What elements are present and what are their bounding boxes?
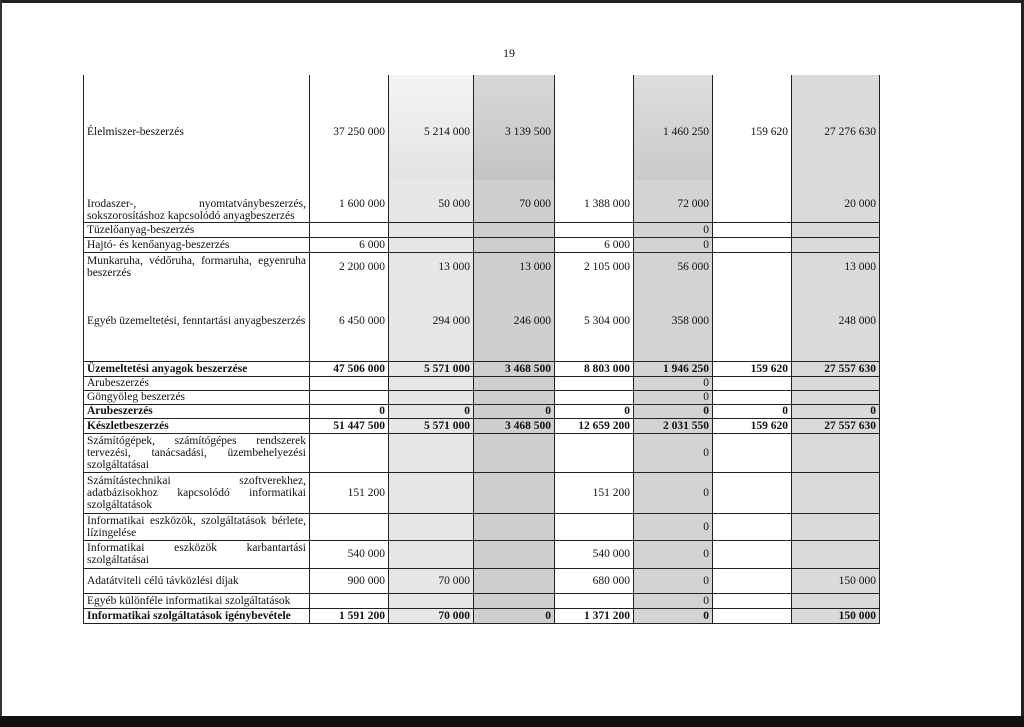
cell-col-3: 246 000: [474, 281, 555, 361]
cell-col-5: 1 946 250: [634, 361, 713, 376]
cell-col-2: 13 000: [389, 252, 474, 281]
cell-col-5: 0: [634, 568, 713, 593]
cell-col-6: [713, 608, 792, 623]
table-row: [84, 75, 880, 180]
cell-col-7: 150 000: [792, 608, 880, 623]
scan-border-top: [0, 0, 1024, 3]
scan-border-bottom: [0, 716, 1024, 727]
cell-col-7: 27 557 630: [792, 361, 880, 376]
cell-col-3: 0: [474, 404, 555, 418]
table-row: [84, 237, 880, 252]
cell-col-1: 2 200 000: [310, 252, 389, 281]
budget-table: [83, 75, 880, 624]
row-label: Hajtó- és kenőanyag-beszerzés: [84, 237, 310, 252]
row-label: Informatikai eszközök karbantartási szolgáltatásai: [84, 540, 310, 568]
cell-col-2: 5 571 000: [389, 361, 474, 376]
table-row: [84, 281, 880, 361]
cell-col-3: [474, 433, 555, 472]
row-label: Göngyöleg beszerzés: [84, 390, 310, 404]
table-row: [84, 513, 880, 540]
cell-col-3: [474, 222, 555, 237]
cell-col-4: 540 000: [555, 540, 634, 568]
cell-col-4: 2 105 000: [555, 252, 634, 281]
cell-col-7: [792, 540, 880, 568]
cell-col-3: [474, 540, 555, 568]
cell-col-4: [555, 513, 634, 540]
cell-col-1: 47 506 000: [310, 361, 389, 376]
cell-col-5: 1 460 250: [634, 75, 713, 180]
cell-col-1: 1 591 200: [310, 608, 389, 623]
row-label: Árubeszerzés: [84, 376, 310, 390]
cell-col-3: 0: [474, 608, 555, 623]
cell-col-4: 0: [555, 404, 634, 418]
row-label: Üzemeltetési anyagok beszerzése: [84, 361, 310, 376]
cell-col-6: 159 620: [713, 361, 792, 376]
row-label: Informatikai eszközök, szolgáltatások bérlete, lízingelése: [84, 513, 310, 540]
row-label: Egyéb különféle informatikai szolgáltatások: [84, 593, 310, 608]
cell-col-4: 12 659 200: [555, 418, 634, 433]
cell-col-1: 540 000: [310, 540, 389, 568]
cell-col-1: [310, 390, 389, 404]
cell-col-7: 27 557 630: [792, 418, 880, 433]
cell-col-5: 2 031 550: [634, 418, 713, 433]
cell-col-2: [389, 390, 474, 404]
cell-col-7: [792, 376, 880, 390]
table-row: [84, 540, 880, 568]
cell-col-7: [792, 472, 880, 513]
cell-col-2: [389, 433, 474, 472]
cell-col-7: 27 276 630: [792, 75, 880, 180]
cell-col-7: 13 000: [792, 252, 880, 281]
cell-col-1: 900 000: [310, 568, 389, 593]
cell-col-4: 680 000: [555, 568, 634, 593]
cell-col-6: [713, 540, 792, 568]
cell-col-1: [310, 222, 389, 237]
table-row: [84, 418, 880, 433]
cell-col-4: 8 803 000: [555, 361, 634, 376]
row-label: Készletbeszerzés: [84, 418, 310, 433]
table-row: [84, 361, 880, 376]
row-label: Munkaruha, védőruha, formaruha, egyenruha beszerzés: [84, 252, 310, 281]
cell-col-6: [713, 252, 792, 281]
cell-col-7: [792, 433, 880, 472]
cell-col-3: [474, 568, 555, 593]
row-label: Informatikai szolgáltatások igénybevétele: [84, 608, 310, 623]
cell-col-5: 0: [634, 222, 713, 237]
cell-col-1: 0: [310, 404, 389, 418]
cell-col-5: 0: [634, 390, 713, 404]
cell-col-6: [713, 593, 792, 608]
cell-col-7: [792, 222, 880, 237]
cell-col-2: 294 000: [389, 281, 474, 361]
row-label: Élelmiszer-beszerzés: [84, 75, 310, 180]
cell-col-4: [555, 75, 634, 180]
cell-col-3: [474, 390, 555, 404]
cell-col-7: 0: [792, 404, 880, 418]
cell-col-6: [713, 568, 792, 593]
cell-col-1: [310, 513, 389, 540]
cell-col-2: 5 214 000: [389, 75, 474, 180]
table-row: [84, 568, 880, 593]
cell-col-2: [389, 472, 474, 513]
cell-col-7: 20 000: [792, 180, 880, 222]
cell-col-5: 0: [634, 593, 713, 608]
cell-col-3: [474, 237, 555, 252]
table-row: [84, 608, 880, 623]
cell-col-1: [310, 433, 389, 472]
row-label: Számítástechnikai szoftverekhez, adatbázisokhoz kapcsolódó informatikai szolgáltatások: [84, 472, 310, 513]
row-label: Egyéb üzemeltetési, fenntartási anyagbeszerzés: [84, 281, 310, 361]
table-row: [84, 404, 880, 418]
cell-col-1: 151 200: [310, 472, 389, 513]
page-number: 19: [503, 46, 515, 60]
cell-col-5: 0: [634, 404, 713, 418]
cell-col-3: 13 000: [474, 252, 555, 281]
cell-col-4: 151 200: [555, 472, 634, 513]
cell-col-1: [310, 376, 389, 390]
cell-col-2: [389, 376, 474, 390]
cell-col-2: [389, 237, 474, 252]
row-label: Irodaszer-, nyomtatványbeszerzés, sokszorosításhoz kapcsolódó anyagbeszerzés: [84, 180, 310, 222]
cell-col-5: 0: [634, 433, 713, 472]
cell-col-5: 56 000: [634, 252, 713, 281]
cell-col-6: [713, 281, 792, 361]
cell-col-3: 3 139 500: [474, 75, 555, 180]
cell-col-2: [389, 222, 474, 237]
cell-col-5: 358 000: [634, 281, 713, 361]
cell-col-3: [474, 593, 555, 608]
cell-col-7: 150 000: [792, 568, 880, 593]
cell-col-7: [792, 390, 880, 404]
cell-col-2: 0: [389, 404, 474, 418]
row-label: Számítógépek, számítógépes rendszerek tervezési, tanácsadási, üzembehelyezési szolgáltatásai: [84, 433, 310, 472]
cell-col-3: 3 468 500: [474, 418, 555, 433]
table-row: [84, 433, 880, 472]
cell-col-1: 51 447 500: [310, 418, 389, 433]
cell-col-4: [555, 433, 634, 472]
cell-col-1: 37 250 000: [310, 75, 389, 180]
table-row: [84, 180, 880, 222]
cell-col-4: 5 304 000: [555, 281, 634, 361]
cell-col-7: [792, 237, 880, 252]
cell-col-6: 159 620: [713, 75, 792, 180]
row-label: Tüzelőanyag-beszerzés: [84, 222, 310, 237]
cell-col-1: 6 000: [310, 237, 389, 252]
cell-col-3: [474, 513, 555, 540]
cell-col-4: [555, 390, 634, 404]
cell-col-4: [555, 222, 634, 237]
cell-col-3: 70 000: [474, 180, 555, 222]
cell-col-1: 6 450 000: [310, 281, 389, 361]
row-label: Árubeszerzés: [84, 404, 310, 418]
cell-col-6: [713, 180, 792, 222]
cell-col-5: 0: [634, 376, 713, 390]
cell-col-1: 1 600 000: [310, 180, 389, 222]
cell-col-4: 1 388 000: [555, 180, 634, 222]
cell-col-2: 50 000: [389, 180, 474, 222]
cell-col-7: [792, 593, 880, 608]
table-row: [84, 593, 880, 608]
table-row: [84, 252, 880, 281]
cell-col-2: [389, 513, 474, 540]
cell-col-5: 0: [634, 472, 713, 513]
table-row: [84, 376, 880, 390]
cell-col-6: [713, 472, 792, 513]
cell-col-7: [792, 513, 880, 540]
cell-col-4: 6 000: [555, 237, 634, 252]
cell-col-6: [713, 376, 792, 390]
scan-border-left: [0, 0, 2, 727]
row-label: Adatátviteli célú távközlési díjak: [84, 568, 310, 593]
cell-col-2: [389, 593, 474, 608]
cell-col-1: [310, 593, 389, 608]
cell-col-5: 0: [634, 608, 713, 623]
cell-col-3: 3 468 500: [474, 361, 555, 376]
cell-col-2: 5 571 000: [389, 418, 474, 433]
cell-col-6: [713, 433, 792, 472]
cell-col-3: [474, 472, 555, 513]
cell-col-2: 70 000: [389, 608, 474, 623]
cell-col-5: 0: [634, 540, 713, 568]
cell-col-6: [713, 513, 792, 540]
cell-col-4: 1 371 200: [555, 608, 634, 623]
cell-col-6: [713, 222, 792, 237]
cell-col-3: [474, 376, 555, 390]
cell-col-6: [713, 390, 792, 404]
cell-col-2: 70 000: [389, 568, 474, 593]
cell-col-6: 0: [713, 404, 792, 418]
cell-col-6: 159 620: [713, 418, 792, 433]
table-row: [84, 222, 880, 237]
cell-col-4: [555, 593, 634, 608]
cell-col-5: 0: [634, 513, 713, 540]
cell-col-4: [555, 376, 634, 390]
cell-col-6: [713, 237, 792, 252]
cell-col-2: [389, 540, 474, 568]
table-row: [84, 390, 880, 404]
cell-col-5: 0: [634, 237, 713, 252]
table-row: [84, 472, 880, 513]
cell-col-5: 72 000: [634, 180, 713, 222]
cell-col-7: 248 000: [792, 281, 880, 361]
